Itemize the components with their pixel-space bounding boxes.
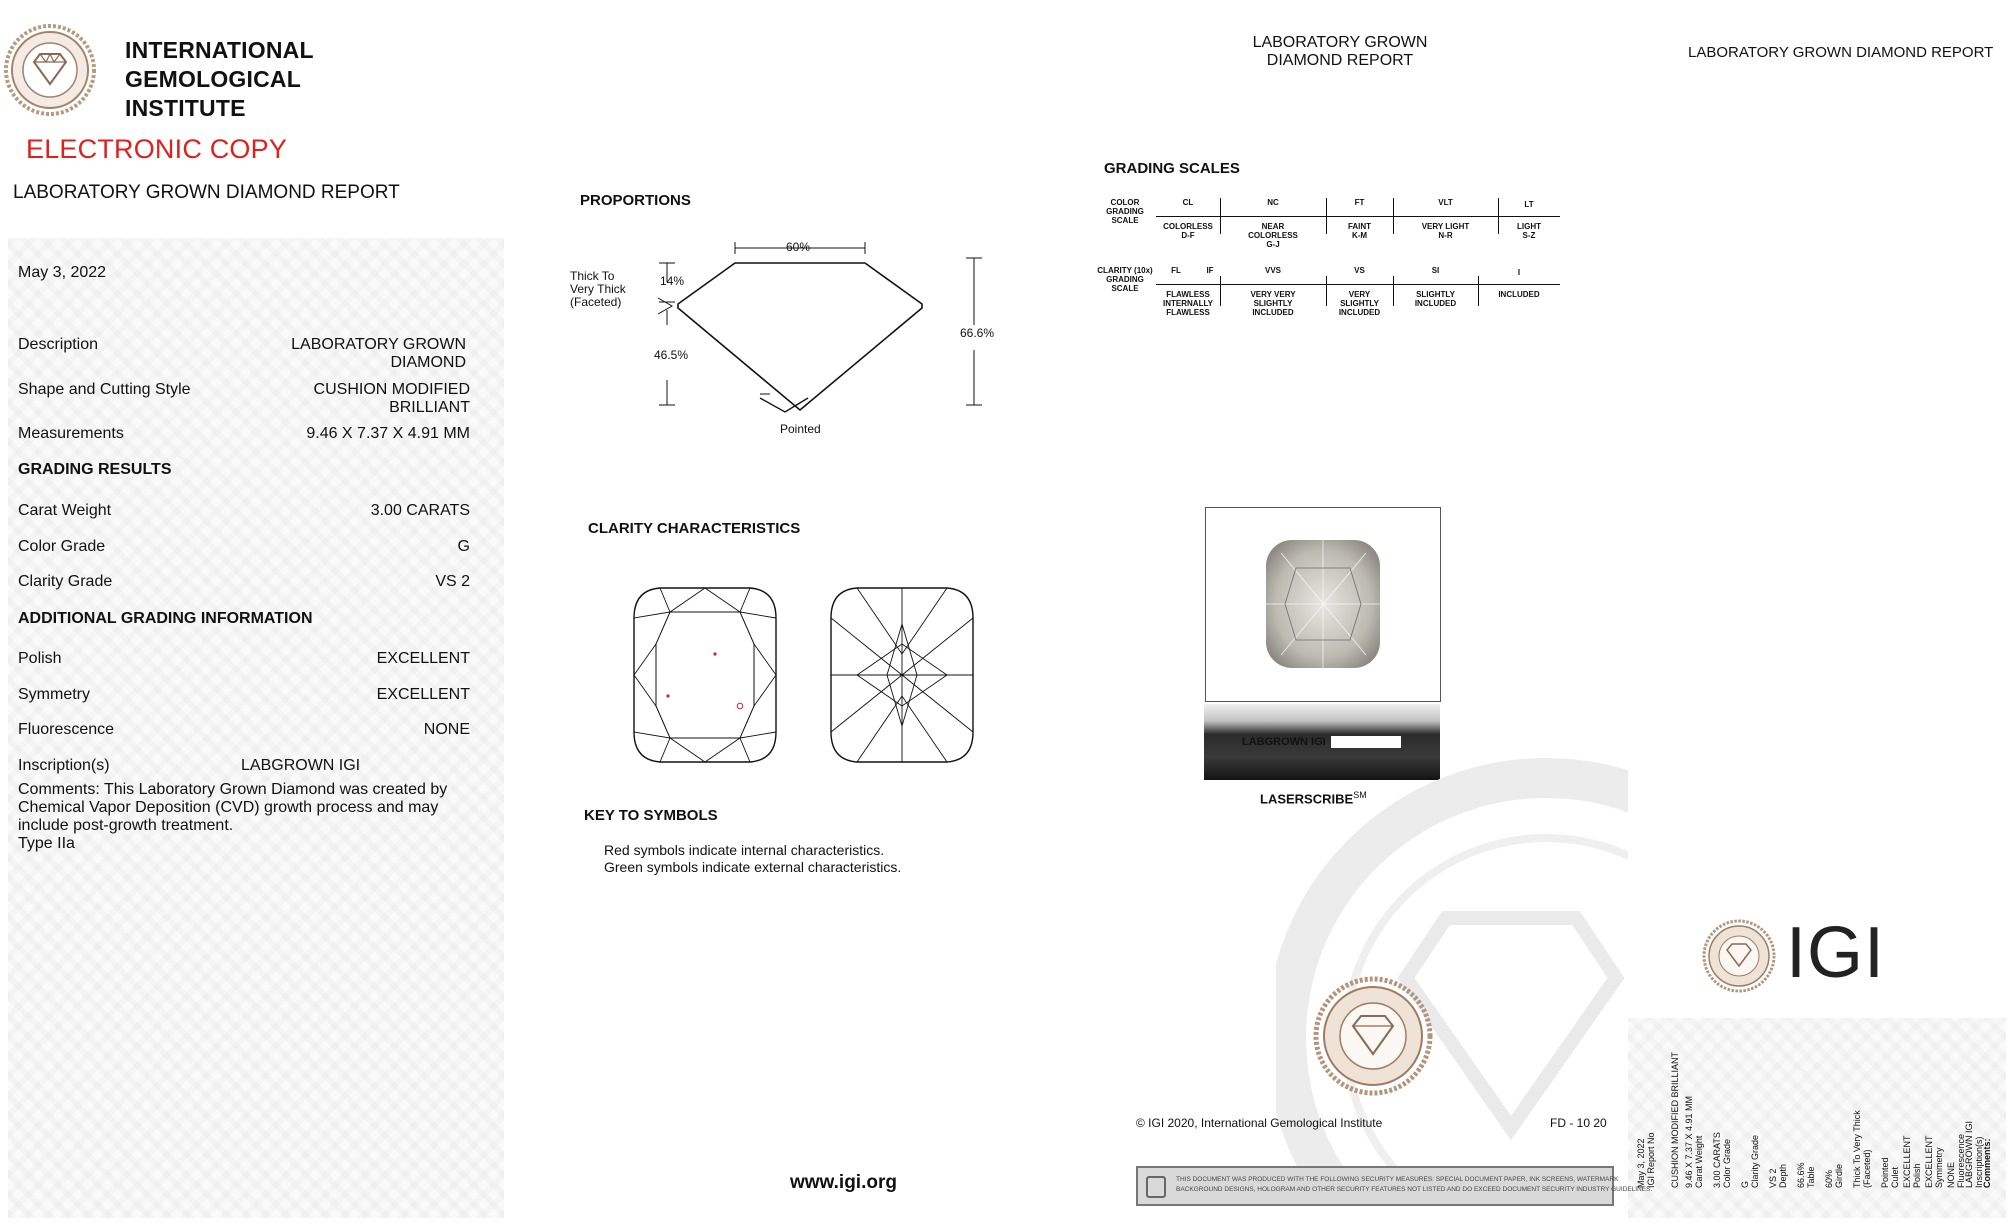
watermark-seal-icon: [1276, 758, 1628, 1178]
color-bottom-colorless: [1156, 222, 1220, 240]
institute-line: GEMOLOGICAL: [125, 66, 301, 92]
shape-value-line: BRILLIANT: [389, 399, 470, 416]
summary-text: LABGROWN IGI: [1964, 1120, 1974, 1188]
scale-text: INCLUDED: [1252, 308, 1294, 317]
security-line: THIS DOCUMENT WAS PRODUCED WITH THE FOLLOWING SECURITY MEASURES: SPECIAL DOCUMENT PAPER, INK SCREENS, WATERMARK: [1176, 1176, 1619, 1183]
summary-text: Pointed: [1880, 1157, 1890, 1188]
report-title: LABORATORY GROWN DIAMOND REPORT: [13, 182, 400, 203]
table-percent: 60%: [786, 240, 811, 254]
girdle-line: (Faceted): [570, 295, 622, 309]
summary-entry: [1712, 1132, 1732, 1188]
igi-logo-text: IGI: [1786, 913, 1886, 993]
clarity-bottom-vs: [1326, 290, 1393, 317]
key-green-text: Green symbols indicate external characteristics.: [604, 859, 902, 875]
comments-line: Chemical Vapor Deposition (CVD) growth process and may: [18, 799, 439, 816]
summary-entry: [1880, 1157, 1900, 1188]
scale-label-line: GRADING: [1106, 207, 1144, 216]
comments: [18, 781, 447, 853]
color-scale-label: [1090, 198, 1160, 225]
summary-column: [1628, 1020, 2008, 1220]
color-top-ft: FT: [1354, 198, 1365, 207]
clarity-bottom-si: [1393, 290, 1478, 308]
summary-text: Inscription(s): [1974, 1136, 1984, 1188]
culet-label: Pointed: [780, 422, 821, 436]
clarity-plot-crown-icon: [630, 584, 780, 766]
summary-entry: [1740, 1135, 1760, 1188]
color-scale-line: [1156, 216, 1560, 217]
form-code: FD - 10 20: [1550, 1116, 1607, 1130]
security-line: BACKGROUND DESIGNS, HOLOGRAM AND OTHER SECURITY FEATURES NOT LISTED AND DO EXCEED DOCUMENT SECURITY INDUSTRY GUIDELINES.: [1176, 1186, 1653, 1193]
redaction-bar: [1331, 736, 1401, 748]
scale-text: NEAR: [1261, 222, 1285, 231]
color-value: G: [457, 538, 470, 555]
scale-text: INTERNALLY: [1163, 299, 1213, 308]
clarity-plot-pavilion-icon: [827, 584, 977, 766]
summary-entry: [1768, 1164, 1788, 1188]
girdle-line: Thick To: [570, 269, 615, 283]
description-value: [291, 336, 466, 372]
proportions-heading: PROPORTIONS: [580, 192, 691, 209]
summary-text: G: [1740, 1180, 1750, 1188]
description-value-line: LABORATORY GROWN: [291, 336, 466, 353]
center-title-line: DIAMOND REPORT: [1266, 52, 1414, 69]
depth-percent: 66.6%: [960, 326, 995, 340]
summary-text: Fluorescence: [1956, 1133, 1966, 1188]
scale-text: SLIGHTLY: [1340, 299, 1379, 308]
fluorescence-label: Fluorescence: [18, 721, 115, 738]
igi-center-seal-icon: [1313, 976, 1433, 1096]
summary-text: IGI Report No: [1646, 1132, 1656, 1188]
color-bottom-faint: [1326, 222, 1393, 240]
scale-label-line: CLARITY (10x): [1097, 266, 1153, 275]
right-report-title: LABORATORY GROWN DIAMOND REPORT: [1688, 44, 1994, 61]
igi-seal-icon: [4, 24, 96, 116]
scale-text: LIGHT: [1517, 222, 1541, 231]
summary-text: May 3, 2022: [1636, 1138, 1646, 1188]
diamond-photo-frame: [1205, 507, 1441, 702]
summary-text: CUSHION MODIFIED BRILLIANT: [1670, 1051, 1680, 1188]
security-note: [1136, 1166, 1653, 1206]
color-bottom-near-colorless: [1220, 222, 1326, 249]
crown-percent: 14%: [660, 274, 685, 288]
scale-text: VERY LIGHT: [1421, 222, 1470, 231]
summary-entry: [1964, 1121, 1984, 1188]
summary-text: Table: [1806, 1166, 1816, 1188]
shape-label: Shape and Cutting Style: [18, 381, 191, 398]
clarity-top-if: IF: [1206, 266, 1214, 275]
shape-row: [18, 381, 470, 421]
summary-text: Clarity Grade: [1750, 1134, 1760, 1188]
clarity-scale: [1090, 264, 1560, 320]
clarity-top-si: SI: [1431, 266, 1440, 275]
polish-value: EXCELLENT: [376, 650, 470, 667]
carat-value: 3.00 CARATS: [370, 502, 470, 519]
summary-text: EXCELLENT: [1902, 1135, 1912, 1188]
summary-text: VS 2: [1768, 1168, 1778, 1188]
summary-entry: [1902, 1135, 1922, 1188]
igi-logo-seal-icon: [1702, 919, 1776, 993]
summary-text: Girdle: [1834, 1163, 1844, 1188]
summary-text: EXCELLENT: [1924, 1135, 1934, 1188]
summary-text: Carat Weight: [1694, 1135, 1704, 1188]
scale-text: K-M: [1351, 231, 1368, 240]
laserscribe-label-text: LASERSCRIBE: [1260, 791, 1354, 807]
scale-text: D-F: [1181, 231, 1195, 240]
institute-name: [125, 36, 314, 123]
scale-text: VERY VERY: [1250, 290, 1296, 299]
color-bottom-very-light: [1393, 222, 1498, 240]
clarity-top-i: I: [1517, 268, 1521, 277]
description-label: Description: [18, 336, 99, 353]
color-top-vlt: VLT: [1438, 198, 1453, 207]
summary-text: Depth: [1778, 1163, 1788, 1188]
clarity-bottom-flawless: [1156, 290, 1220, 317]
inscription-label: Inscription(s): [18, 757, 110, 774]
laserscribe-inscription: LABGROWN IGI: [1242, 736, 1326, 748]
clarity-scale-line: [1156, 284, 1560, 285]
clarity-label: Clarity Grade: [18, 573, 113, 590]
summary-entry: [1924, 1135, 1944, 1188]
color-top-cl: CL: [1182, 198, 1194, 207]
summary-entry: [1636, 1132, 1656, 1188]
laserscribe-superscript: SM: [1353, 790, 1367, 800]
summary-entry: [1824, 1164, 1844, 1188]
scale-text: VERY: [1348, 290, 1371, 299]
scale-text: S-Z: [1522, 231, 1536, 240]
key-red-text: Red symbols indicate internal characteristics.: [604, 842, 885, 858]
scale-text: COLORLESS: [1248, 231, 1298, 240]
comments-line: Type IIa: [18, 835, 75, 852]
scale-label-line: COLOR: [1110, 198, 1140, 207]
security-text: [1176, 1175, 1652, 1195]
clarity-top-vvs: VVS: [1264, 266, 1281, 275]
measurements-label: Measurements: [18, 425, 124, 442]
scale-text: SLIGHTLY: [1253, 299, 1293, 308]
diamond-photo-icon: [1206, 508, 1440, 701]
summary-text: (Faceted): [1862, 1149, 1872, 1188]
scale-text: INCLUDED: [1498, 290, 1540, 299]
color-bottom-light: [1498, 222, 1560, 240]
scale-text: INCLUDED: [1338, 308, 1381, 317]
comments-line: include post-growth treatment.: [18, 817, 234, 834]
fluorescence-value: NONE: [423, 721, 470, 738]
clarity-top-fl: FL: [1171, 266, 1181, 275]
summary-text: Symmetry: [1934, 1147, 1944, 1188]
scale-text: N-R: [1438, 231, 1453, 240]
clarity-value: VS 2: [435, 573, 470, 590]
scale-label-line: GRADING: [1106, 275, 1144, 284]
scale-text: FLAWLESS: [1166, 308, 1210, 317]
electronic-copy-label: ELECTRONIC COPY: [26, 134, 288, 164]
measurements-value: 9.46 X 7.37 X 4.91 MM: [306, 425, 470, 442]
clarity-bottom-included: [1478, 290, 1560, 299]
polish-label: Polish: [18, 650, 62, 667]
description-value-line: DIAMOND: [390, 354, 466, 371]
summary-text: 9.46 X 7.37 X 4.91 MM: [1684, 1095, 1694, 1188]
comments-line: Comments: This Laboratory Grown Diamond was created by: [18, 781, 448, 798]
proportions-diagram: [560, 230, 1020, 450]
summary-text: Color Grade: [1722, 1138, 1732, 1188]
summary-entry: [1684, 1096, 1704, 1188]
scale-label-line: SCALE: [1111, 216, 1139, 225]
description-row: [18, 336, 470, 376]
color-scale: [1090, 196, 1560, 248]
girdle-description: [570, 270, 626, 309]
summary-text: Culet: [1890, 1166, 1900, 1188]
shape-value-line: CUSHION MODIFIED: [313, 381, 470, 398]
summary-text: NONE: [1946, 1161, 1956, 1188]
symmetry-label: Symmetry: [18, 686, 90, 703]
clarity-top-vs: VS: [1354, 266, 1365, 275]
girdle-line: Very Thick: [570, 282, 626, 296]
grading-scales-heading: GRADING SCALES: [1104, 160, 1240, 177]
key-to-symbols-heading: KEY TO SYMBOLS: [584, 807, 718, 824]
grading-results-heading: GRADING RESULTS: [18, 461, 172, 478]
scale-text: G-J: [1266, 240, 1280, 249]
summary-text: Polish: [1912, 1163, 1922, 1188]
copyright: © IGI 2020, International Gemological Institute: [1136, 1116, 1383, 1130]
summary-entry: [1982, 1138, 1992, 1188]
scale-text: SLIGHTLY: [1416, 290, 1455, 299]
additional-info-heading: ADDITIONAL GRADING INFORMATION: [18, 610, 313, 627]
summary-entry: [1946, 1134, 1966, 1188]
security-lock-icon: [1146, 1176, 1166, 1198]
center-report-title: [1200, 34, 1480, 70]
summary-text: 3.00 CARATS: [1712, 1132, 1722, 1188]
summary-entry: [1670, 1052, 1680, 1188]
color-label: Color Grade: [18, 538, 106, 555]
website-link[interactable]: www.igi.org: [790, 1172, 897, 1193]
summary-text: Thick To Very Thick: [1852, 1110, 1862, 1188]
scale-text: FAINT: [1347, 222, 1372, 231]
summary-text: 60%: [1824, 1169, 1834, 1188]
summary-entry: [1796, 1162, 1816, 1188]
scale-text: COLORLESS: [1163, 222, 1213, 231]
summary-entry: [1852, 1110, 1872, 1188]
clarity-characteristics-heading: CLARITY CHARACTERISTICS: [588, 520, 801, 537]
scale-label-line: SCALE: [1111, 284, 1139, 293]
clarity-bottom-vvs: [1220, 290, 1326, 317]
scale-text: FLAWLESS: [1166, 290, 1210, 299]
clarity-scale-label: [1090, 266, 1160, 293]
report-date: May 3, 2022: [18, 264, 107, 281]
scale-text: INCLUDED: [1414, 299, 1457, 308]
summary-text: 66.6%: [1796, 1162, 1806, 1188]
color-top-lt: LT: [1524, 200, 1534, 209]
institute-line: INSTITUTE: [125, 95, 246, 121]
center-title-line: LABORATORY GROWN: [1252, 34, 1428, 51]
shape-value: [314, 381, 470, 417]
carat-label: Carat Weight: [18, 502, 112, 519]
color-top-nc: NC: [1267, 198, 1279, 207]
institute-line: INTERNATIONAL: [125, 37, 314, 63]
pavilion-percent: 46.5%: [654, 348, 689, 362]
summary-text: Comments:: [1982, 1138, 1992, 1188]
inscription-value: LABGROWN IGI: [241, 757, 361, 774]
symmetry-value: EXCELLENT: [376, 686, 470, 703]
